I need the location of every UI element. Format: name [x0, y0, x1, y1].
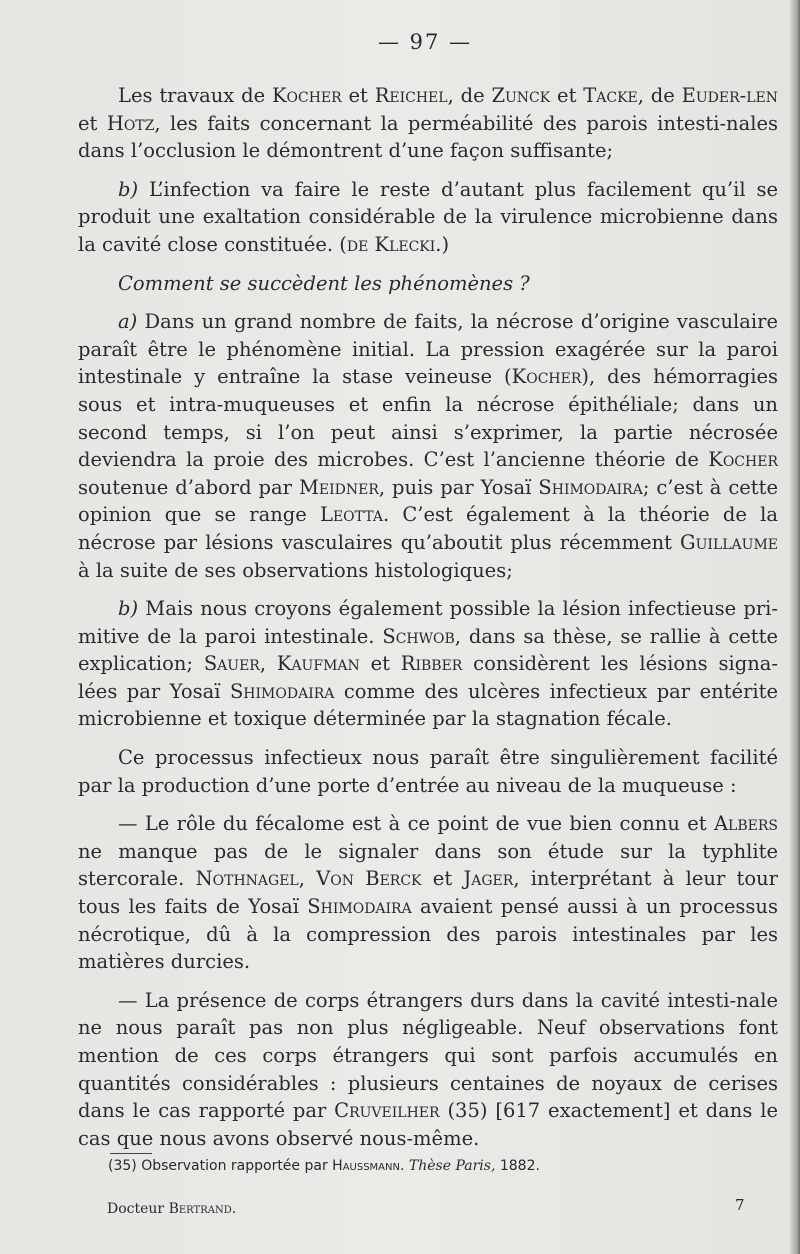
name-small-caps: Guillaume	[680, 530, 778, 554]
name-small-caps: Shimodaira	[538, 475, 643, 499]
text-segment: — Le rôle du fécalome est à ce point de vue bien connu et	[118, 812, 714, 836]
name-small-caps: Kocher	[708, 448, 778, 472]
text-segment: , de	[637, 84, 682, 107]
text-segment: , interprétant à leur tour tous les faits de Yosaï	[78, 867, 778, 919]
text-segment: , puis par Yosaï	[378, 475, 539, 499]
text-segment: à la suite de ses observations histologiques;	[78, 558, 513, 582]
page-edge-shadow	[790, 0, 800, 1254]
text-segment: .)	[435, 232, 450, 256]
text-segment: et	[421, 867, 464, 891]
paragraph	[78, 987, 778, 1153]
text-segment: , les faits concernant la perméabilité des parois intesti-nales dans l’occlusion le démontrent d’une façon suffisante;	[78, 111, 778, 163]
name-small-caps: de Klecki	[346, 232, 436, 256]
italic-text: b)	[118, 597, 139, 621]
name-small-caps: Reichel	[374, 84, 448, 107]
italic-text: Comment se succèdent les phénomènes ?	[118, 271, 530, 295]
text-segment: avaient pensé aussi à un processus nécrotique, dû à la compression des parois intestinales par les matières durcies.	[78, 895, 778, 974]
name-small-caps: Nothnagel	[195, 867, 299, 891]
name-small-caps: Haussmann	[332, 1158, 400, 1174]
footer-author-prefix: Docteur	[107, 1201, 169, 1217]
name-small-caps: Meidner	[298, 475, 379, 499]
text-segment: comme des ulcères infectieux par entérite microbienne et toxique déterminée par la stagnation fécale.	[78, 679, 779, 731]
text-segment: , dans sa thèse, se rallie à cette explication;	[78, 624, 778, 676]
footer-author-suffix: .	[231, 1201, 237, 1217]
footer-author-name: Bertrand	[168, 1201, 232, 1217]
name-small-caps: Hotz	[106, 111, 155, 135]
italic-text: a)	[118, 310, 138, 334]
footnote	[108, 1156, 788, 1176]
paragraph	[78, 176, 778, 259]
text-segment: ,	[259, 652, 277, 676]
name-small-caps: Zunck	[491, 84, 551, 107]
text-segment: soutenue d’abord par	[78, 475, 299, 499]
name-small-caps: Shimodaira	[229, 679, 335, 703]
name-small-caps: Kocher	[511, 365, 582, 389]
text-segment: — La présence de corps étrangers durs dans la cavité intesti-nale ne nous paraît pas non plus négligeable. Neuf observations font mention de ces corps étrangers qui sont parfois accumulés en quantités considérables : plusieurs centaines de noyaux de cerises dans le cas rapporté par	[78, 988, 778, 1123]
text-segment: ; c’est à cette opinion que se range	[78, 475, 779, 527]
text-segment: ne manque pas de le signaler dans son étude sur la typhlite stercorale.	[78, 839, 778, 891]
text-segment: et	[359, 652, 401, 676]
text-segment: et	[78, 111, 107, 135]
name-small-caps: Jager	[463, 867, 514, 891]
page-number: — 97 —	[377, 30, 473, 54]
text-segment: Les travaux de	[118, 84, 272, 107]
text-segment: . C’est également à la théorie de la nécrose par lésions vasculaires qu’aboutit plus récemment	[78, 503, 778, 554]
text-segment: L’infection va faire le reste d’autant plus facilement qu’il se produit une exaltation considérable de la virulence microbienne dans la cavité close constituée. (	[78, 177, 778, 256]
text-segment: (35) [617 exactement] et dans le cas que nous avons observé nous-même.	[78, 1099, 778, 1150]
name-small-caps: Kocher	[271, 84, 342, 107]
paragraph	[78, 308, 778, 584]
text-segment: ,	[298, 867, 317, 891]
text-segment: et	[341, 84, 375, 107]
text-segment: 1882.	[495, 1158, 540, 1174]
text-segment: Dans un grand nombre de faits, la nécrose d’origine vasculaire paraît être le phénomène initial. La pression exagérée sur la paroi intestinale y entraîne la stase veineuse (	[78, 310, 778, 389]
text-segment: (35) Observation rapportée par	[108, 1158, 333, 1174]
paragraph	[78, 810, 778, 976]
italic-text: b)	[118, 177, 139, 201]
name-small-caps: Shimodaira	[307, 895, 412, 919]
text-segment: .	[399, 1158, 409, 1174]
name-small-caps: Leotta	[320, 503, 383, 527]
text-segment: considèrent les lésions signa-lées par Yosaï	[78, 652, 778, 703]
name-small-caps: Cruveilher	[334, 1099, 440, 1123]
name-small-caps: Tacke	[583, 84, 638, 107]
footer-author	[107, 1201, 236, 1217]
paragraph	[78, 270, 778, 298]
text-segment: Mais nous croyons également possible la lésion infectieuse pri-mitive de la paroi intestinale.	[78, 597, 778, 648]
name-small-caps: Kaufman	[276, 652, 360, 676]
name-small-caps: Ribber	[400, 652, 463, 676]
paragraph	[78, 595, 778, 733]
signature-mark: 7	[735, 1196, 745, 1214]
paragraph	[78, 82, 778, 165]
text-segment: ), des hémorragies sous et intra-muqueuses et enfin la nécrose épithéliale; dans un second temps, si l’on peut ainsi s’exprimer, la partie nécrosée deviendra la proie des microbes. C’est l’ancienne théorie de	[78, 365, 778, 472]
text-segment: Ce processus infectieux nous paraît être singulièrement facilité par la production d’une porte d’entrée au niveau de la muqueuse :	[78, 746, 778, 797]
name-small-caps: Albers	[713, 812, 778, 836]
body-text	[78, 82, 778, 1163]
paragraph	[78, 744, 778, 799]
name-small-caps: Euder-len	[681, 84, 778, 107]
name-small-caps: Von Berck	[316, 867, 422, 891]
name-small-caps: Schwob	[382, 624, 455, 648]
footnote-rule	[110, 1153, 152, 1154]
text-segment: et	[550, 84, 584, 107]
italic-text: Thèse Paris,	[408, 1158, 496, 1174]
text-segment: , de	[447, 84, 492, 107]
name-small-caps: Sauer	[203, 652, 260, 676]
